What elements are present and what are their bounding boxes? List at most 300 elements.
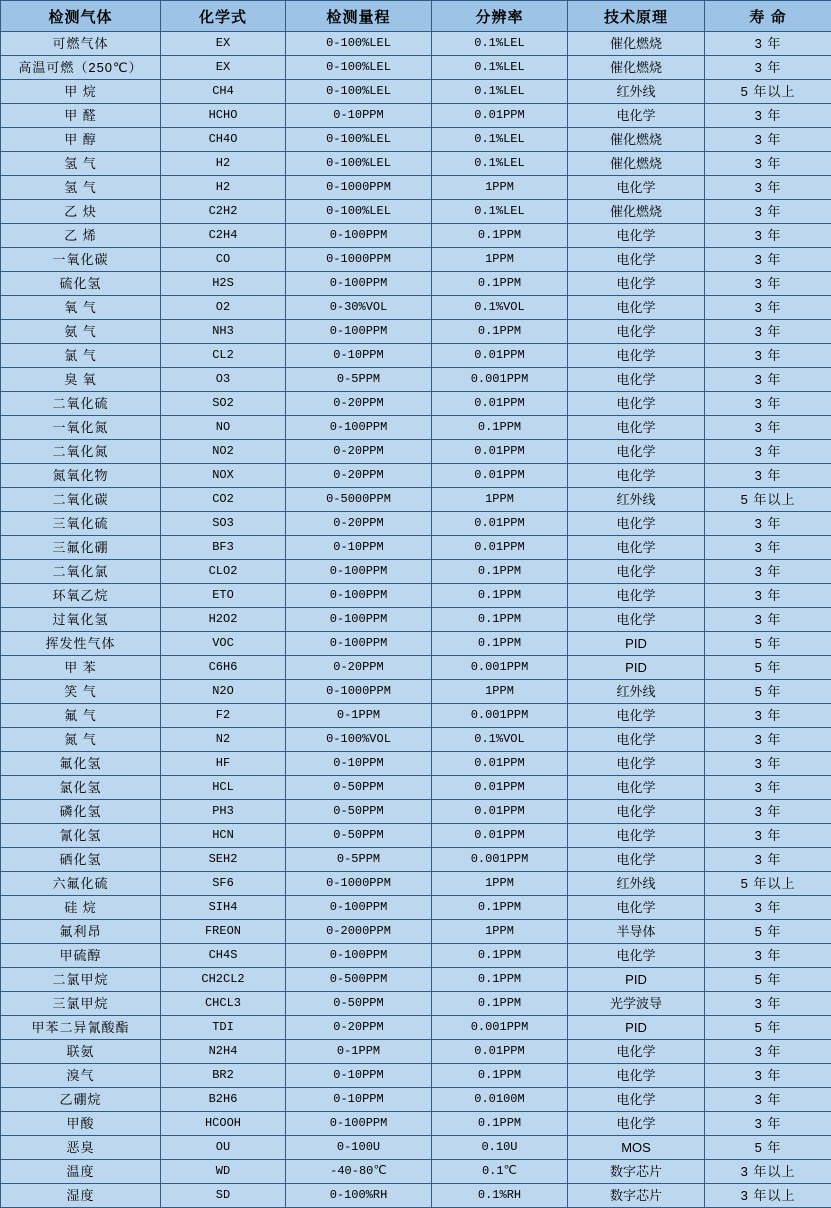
cell-technical-principle: 红外线 bbox=[568, 80, 705, 104]
cell-chemical-formula: HCL bbox=[161, 776, 286, 800]
cell-lifespan: 3 年 bbox=[705, 56, 831, 80]
cell-gas-name: 溴气 bbox=[1, 1064, 161, 1088]
table-row bbox=[1, 848, 831, 872]
table-row bbox=[1, 464, 831, 488]
cell-lifespan: 3 年 bbox=[705, 944, 831, 968]
cell-detection-range: 0-100PPM bbox=[286, 608, 432, 632]
cell-gas-name: 甲苯二异氰酸酯 bbox=[1, 1016, 161, 1040]
cell-gas-name: 二氧化氮 bbox=[1, 440, 161, 464]
table-row bbox=[1, 584, 831, 608]
cell-resolution: 0.01PPM bbox=[432, 464, 568, 488]
cell-chemical-formula: ETO bbox=[161, 584, 286, 608]
table-row bbox=[1, 1088, 831, 1112]
cell-resolution: 0.01PPM bbox=[432, 1040, 568, 1064]
cell-chemical-formula: CO2 bbox=[161, 488, 286, 512]
cell-resolution: 1PPM bbox=[432, 872, 568, 896]
cell-technical-principle: 电化学 bbox=[568, 752, 705, 776]
cell-gas-name: 氢 气 bbox=[1, 176, 161, 200]
cell-technical-principle: 电化学 bbox=[568, 1040, 705, 1064]
cell-lifespan: 5 年 bbox=[705, 680, 831, 704]
cell-resolution: 0.1PPM bbox=[432, 608, 568, 632]
table-row bbox=[1, 392, 831, 416]
cell-detection-range: 0-20PPM bbox=[286, 440, 432, 464]
cell-resolution: 1PPM bbox=[432, 920, 568, 944]
cell-gas-name: 氢 气 bbox=[1, 152, 161, 176]
cell-resolution: 0.01PPM bbox=[432, 800, 568, 824]
cell-chemical-formula: C2H2 bbox=[161, 200, 286, 224]
table-row bbox=[1, 560, 831, 584]
table-row bbox=[1, 1160, 831, 1184]
cell-gas-name: 一氧化氮 bbox=[1, 416, 161, 440]
table-row bbox=[1, 824, 831, 848]
cell-detection-range: 0-100PPM bbox=[286, 224, 432, 248]
cell-technical-principle: 电化学 bbox=[568, 800, 705, 824]
cell-lifespan: 5 年 bbox=[705, 920, 831, 944]
cell-lifespan: 3 年 bbox=[705, 1088, 831, 1112]
column-header-gas-name: 检测气体 bbox=[1, 1, 161, 32]
cell-gas-name: 一氧化碳 bbox=[1, 248, 161, 272]
cell-technical-principle: 电化学 bbox=[568, 368, 705, 392]
column-header-technical-principle: 技术原理 bbox=[568, 1, 705, 32]
cell-chemical-formula: NO2 bbox=[161, 440, 286, 464]
cell-detection-range: 0-100%LEL bbox=[286, 152, 432, 176]
cell-resolution: 0.1%VOL bbox=[432, 296, 568, 320]
cell-technical-principle: 电化学 bbox=[568, 1112, 705, 1136]
table-row bbox=[1, 944, 831, 968]
cell-resolution: 0.1%LEL bbox=[432, 32, 568, 56]
cell-technical-principle: 电化学 bbox=[568, 512, 705, 536]
cell-gas-name: 甲 醇 bbox=[1, 128, 161, 152]
cell-technical-principle: 催化燃烧 bbox=[568, 32, 705, 56]
cell-chemical-formula: NO bbox=[161, 416, 286, 440]
cell-resolution: 0.001PPM bbox=[432, 704, 568, 728]
cell-gas-name: 笑 气 bbox=[1, 680, 161, 704]
cell-technical-principle: 红外线 bbox=[568, 488, 705, 512]
cell-gas-name: 高温可燃（250℃） bbox=[1, 56, 161, 80]
cell-gas-name: 乙 炔 bbox=[1, 200, 161, 224]
column-header-chemical-formula: 化学式 bbox=[161, 1, 286, 32]
table-row bbox=[1, 320, 831, 344]
cell-resolution: 0.1PPM bbox=[432, 968, 568, 992]
table-row bbox=[1, 704, 831, 728]
cell-chemical-formula: H2S bbox=[161, 272, 286, 296]
table-row bbox=[1, 248, 831, 272]
cell-chemical-formula: SO2 bbox=[161, 392, 286, 416]
cell-detection-range: 0-100PPM bbox=[286, 944, 432, 968]
cell-detection-range: 0-500PPM bbox=[286, 968, 432, 992]
cell-gas-name: 湿度 bbox=[1, 1184, 161, 1208]
cell-resolution: 1PPM bbox=[432, 488, 568, 512]
cell-chemical-formula: SF6 bbox=[161, 872, 286, 896]
cell-detection-range: 0-100U bbox=[286, 1136, 432, 1160]
cell-technical-principle: MOS bbox=[568, 1136, 705, 1160]
cell-gas-name: 温度 bbox=[1, 1160, 161, 1184]
table-row bbox=[1, 224, 831, 248]
cell-detection-range: 0-50PPM bbox=[286, 992, 432, 1016]
cell-chemical-formula: CH2CL2 bbox=[161, 968, 286, 992]
cell-chemical-formula: NH3 bbox=[161, 320, 286, 344]
column-header-detection-range: 检测量程 bbox=[286, 1, 432, 32]
cell-gas-name: 磷化氢 bbox=[1, 800, 161, 824]
cell-resolution: 0.1%LEL bbox=[432, 152, 568, 176]
cell-gas-name: 氮氧化物 bbox=[1, 464, 161, 488]
cell-technical-principle: PID bbox=[568, 1016, 705, 1040]
cell-resolution: 0.001PPM bbox=[432, 656, 568, 680]
cell-gas-name: 甲硫醇 bbox=[1, 944, 161, 968]
cell-gas-name: 三氯甲烷 bbox=[1, 992, 161, 1016]
cell-chemical-formula: BF3 bbox=[161, 536, 286, 560]
cell-lifespan: 3 年 bbox=[705, 104, 831, 128]
cell-lifespan: 3 年 bbox=[705, 416, 831, 440]
cell-resolution: 0.01PPM bbox=[432, 344, 568, 368]
cell-gas-name: 乙硼烷 bbox=[1, 1088, 161, 1112]
cell-technical-principle: 电化学 bbox=[568, 536, 705, 560]
cell-resolution: 0.001PPM bbox=[432, 368, 568, 392]
cell-chemical-formula: N2O bbox=[161, 680, 286, 704]
cell-detection-range: 0-100%RH bbox=[286, 1184, 432, 1208]
cell-technical-principle: 电化学 bbox=[568, 944, 705, 968]
cell-detection-range: 0-10PPM bbox=[286, 1064, 432, 1088]
cell-lifespan: 5 年以上 bbox=[705, 80, 831, 104]
cell-detection-range: 0-30%VOL bbox=[286, 296, 432, 320]
cell-chemical-formula: CLO2 bbox=[161, 560, 286, 584]
cell-detection-range: 0-10PPM bbox=[286, 344, 432, 368]
table-row bbox=[1, 272, 831, 296]
cell-gas-name: 氨 气 bbox=[1, 320, 161, 344]
cell-lifespan: 3 年 bbox=[705, 848, 831, 872]
cell-gas-name: 可燃气体 bbox=[1, 32, 161, 56]
cell-resolution: 0.1%RH bbox=[432, 1184, 568, 1208]
cell-technical-principle: PID bbox=[568, 632, 705, 656]
table-row bbox=[1, 104, 831, 128]
table-row bbox=[1, 968, 831, 992]
cell-detection-range: 0-20PPM bbox=[286, 392, 432, 416]
cell-gas-name: 氧 气 bbox=[1, 296, 161, 320]
cell-chemical-formula: BR2 bbox=[161, 1064, 286, 1088]
cell-lifespan: 3 年 bbox=[705, 608, 831, 632]
cell-technical-principle: 电化学 bbox=[568, 776, 705, 800]
cell-technical-principle: 电化学 bbox=[568, 224, 705, 248]
cell-lifespan: 3 年以上 bbox=[705, 1160, 831, 1184]
cell-resolution: 0.1PPM bbox=[432, 320, 568, 344]
cell-resolution: 0.0100M bbox=[432, 1088, 568, 1112]
cell-chemical-formula: C6H6 bbox=[161, 656, 286, 680]
cell-resolution: 0.1%LEL bbox=[432, 56, 568, 80]
cell-detection-range: 0-100%LEL bbox=[286, 56, 432, 80]
cell-detection-range: 0-1000PPM bbox=[286, 872, 432, 896]
cell-chemical-formula: CH4O bbox=[161, 128, 286, 152]
table-row bbox=[1, 440, 831, 464]
cell-technical-principle: 电化学 bbox=[568, 416, 705, 440]
cell-chemical-formula: CL2 bbox=[161, 344, 286, 368]
cell-technical-principle: 电化学 bbox=[568, 824, 705, 848]
cell-detection-range: 0-50PPM bbox=[286, 824, 432, 848]
cell-lifespan: 3 年 bbox=[705, 464, 831, 488]
cell-gas-name: 甲 苯 bbox=[1, 656, 161, 680]
cell-technical-principle: 电化学 bbox=[568, 896, 705, 920]
cell-detection-range: 0-50PPM bbox=[286, 776, 432, 800]
table-row bbox=[1, 776, 831, 800]
cell-detection-range: 0-1000PPM bbox=[286, 176, 432, 200]
table-row bbox=[1, 992, 831, 1016]
table-row bbox=[1, 896, 831, 920]
cell-detection-range: 0-100PPM bbox=[286, 272, 432, 296]
cell-resolution: 0.01PPM bbox=[432, 776, 568, 800]
cell-lifespan: 3 年 bbox=[705, 896, 831, 920]
cell-chemical-formula: N2 bbox=[161, 728, 286, 752]
cell-technical-principle: 电化学 bbox=[568, 560, 705, 584]
cell-lifespan: 3 年 bbox=[705, 344, 831, 368]
cell-gas-name: 挥发性气体 bbox=[1, 632, 161, 656]
cell-chemical-formula: H2O2 bbox=[161, 608, 286, 632]
cell-chemical-formula: CO bbox=[161, 248, 286, 272]
cell-gas-name: 氯化氢 bbox=[1, 776, 161, 800]
cell-detection-range: 0-5000PPM bbox=[286, 488, 432, 512]
cell-chemical-formula: N2H4 bbox=[161, 1040, 286, 1064]
cell-resolution: 0.1%VOL bbox=[432, 728, 568, 752]
cell-technical-principle: 电化学 bbox=[568, 392, 705, 416]
cell-technical-principle: 红外线 bbox=[568, 680, 705, 704]
cell-lifespan: 3 年 bbox=[705, 200, 831, 224]
cell-lifespan: 3 年 bbox=[705, 368, 831, 392]
cell-chemical-formula: EX bbox=[161, 32, 286, 56]
table-body bbox=[1, 32, 831, 1208]
cell-chemical-formula: NOX bbox=[161, 464, 286, 488]
cell-detection-range: 0-10PPM bbox=[286, 1088, 432, 1112]
cell-lifespan: 3 年 bbox=[705, 296, 831, 320]
table-row bbox=[1, 1184, 831, 1208]
cell-chemical-formula: SEH2 bbox=[161, 848, 286, 872]
cell-lifespan: 3 年 bbox=[705, 1112, 831, 1136]
cell-chemical-formula: HCOOH bbox=[161, 1112, 286, 1136]
cell-lifespan: 3 年 bbox=[705, 320, 831, 344]
cell-resolution: 0.1PPM bbox=[432, 944, 568, 968]
table-row bbox=[1, 632, 831, 656]
cell-resolution: 0.1PPM bbox=[432, 560, 568, 584]
cell-lifespan: 3 年 bbox=[705, 704, 831, 728]
table-row bbox=[1, 536, 831, 560]
table-row bbox=[1, 296, 831, 320]
cell-resolution: 0.1PPM bbox=[432, 1112, 568, 1136]
cell-resolution: 1PPM bbox=[432, 680, 568, 704]
cell-resolution: 0.10U bbox=[432, 1136, 568, 1160]
cell-gas-name: 氟利昂 bbox=[1, 920, 161, 944]
table-row bbox=[1, 344, 831, 368]
cell-detection-range: 0-100%LEL bbox=[286, 80, 432, 104]
cell-detection-range: 0-20PPM bbox=[286, 656, 432, 680]
cell-detection-range: -40-80℃ bbox=[286, 1160, 432, 1184]
cell-resolution: 0.1PPM bbox=[432, 272, 568, 296]
cell-detection-range: 0-100%VOL bbox=[286, 728, 432, 752]
cell-gas-name: 三氟化硼 bbox=[1, 536, 161, 560]
cell-resolution: 0.1PPM bbox=[432, 416, 568, 440]
cell-gas-name: 甲酸 bbox=[1, 1112, 161, 1136]
cell-resolution: 1PPM bbox=[432, 176, 568, 200]
cell-gas-name: 二氯甲烷 bbox=[1, 968, 161, 992]
cell-chemical-formula: HCN bbox=[161, 824, 286, 848]
cell-gas-name: 二氧化氯 bbox=[1, 560, 161, 584]
cell-chemical-formula: FREON bbox=[161, 920, 286, 944]
cell-gas-name: 氯 气 bbox=[1, 344, 161, 368]
cell-chemical-formula: CH4S bbox=[161, 944, 286, 968]
cell-technical-principle: 电化学 bbox=[568, 176, 705, 200]
cell-chemical-formula: OU bbox=[161, 1136, 286, 1160]
cell-lifespan: 5 年以上 bbox=[705, 488, 831, 512]
cell-chemical-formula: B2H6 bbox=[161, 1088, 286, 1112]
column-header-lifespan: 寿 命 bbox=[705, 1, 831, 32]
cell-technical-principle: 催化燃烧 bbox=[568, 200, 705, 224]
cell-technical-principle: 电化学 bbox=[568, 320, 705, 344]
cell-chemical-formula: C2H4 bbox=[161, 224, 286, 248]
cell-resolution: 0.1PPM bbox=[432, 896, 568, 920]
cell-gas-name: 乙 烯 bbox=[1, 224, 161, 248]
table-row bbox=[1, 872, 831, 896]
cell-resolution: 0.01PPM bbox=[432, 512, 568, 536]
table-row bbox=[1, 128, 831, 152]
table-row bbox=[1, 512, 831, 536]
table-row bbox=[1, 152, 831, 176]
cell-chemical-formula: HCHO bbox=[161, 104, 286, 128]
cell-lifespan: 5 年 bbox=[705, 1136, 831, 1160]
cell-resolution: 0.1PPM bbox=[432, 224, 568, 248]
cell-gas-name: 二氧化硫 bbox=[1, 392, 161, 416]
cell-gas-name: 甲 烷 bbox=[1, 80, 161, 104]
cell-lifespan: 3 年 bbox=[705, 128, 831, 152]
cell-lifespan: 3 年 bbox=[705, 776, 831, 800]
table-row bbox=[1, 488, 831, 512]
cell-resolution: 0.01PPM bbox=[432, 440, 568, 464]
cell-chemical-formula: O3 bbox=[161, 368, 286, 392]
table-row bbox=[1, 1016, 831, 1040]
cell-detection-range: 0-100PPM bbox=[286, 320, 432, 344]
cell-gas-name: 环氧乙烷 bbox=[1, 584, 161, 608]
cell-resolution: 1PPM bbox=[432, 248, 568, 272]
cell-technical-principle: PID bbox=[568, 968, 705, 992]
cell-technical-principle: 光学波导 bbox=[568, 992, 705, 1016]
cell-detection-range: 0-100PPM bbox=[286, 632, 432, 656]
cell-technical-principle: 催化燃烧 bbox=[568, 56, 705, 80]
table-row bbox=[1, 1112, 831, 1136]
cell-resolution: 0.1%LEL bbox=[432, 200, 568, 224]
cell-detection-range: 0-5PPM bbox=[286, 848, 432, 872]
cell-lifespan: 3 年 bbox=[705, 584, 831, 608]
cell-lifespan: 3 年 bbox=[705, 536, 831, 560]
cell-chemical-formula: CH4 bbox=[161, 80, 286, 104]
cell-technical-principle: 电化学 bbox=[568, 608, 705, 632]
cell-gas-name: 三氧化硫 bbox=[1, 512, 161, 536]
cell-technical-principle: 电化学 bbox=[568, 704, 705, 728]
cell-technical-principle: 半导体 bbox=[568, 920, 705, 944]
cell-lifespan: 5 年 bbox=[705, 1016, 831, 1040]
cell-detection-range: 0-100%LEL bbox=[286, 200, 432, 224]
cell-detection-range: 0-1000PPM bbox=[286, 680, 432, 704]
cell-gas-name: 臭 氧 bbox=[1, 368, 161, 392]
cell-lifespan: 5 年 bbox=[705, 968, 831, 992]
cell-resolution: 0.1℃ bbox=[432, 1160, 568, 1184]
table-row bbox=[1, 728, 831, 752]
cell-chemical-formula: H2 bbox=[161, 152, 286, 176]
table-row bbox=[1, 32, 831, 56]
cell-lifespan: 3 年 bbox=[705, 272, 831, 296]
cell-chemical-formula: H2 bbox=[161, 176, 286, 200]
cell-lifespan: 5 年 bbox=[705, 632, 831, 656]
table-row bbox=[1, 608, 831, 632]
cell-chemical-formula: F2 bbox=[161, 704, 286, 728]
cell-gas-name: 硅 烷 bbox=[1, 896, 161, 920]
table-row bbox=[1, 1064, 831, 1088]
cell-detection-range: 0-100%LEL bbox=[286, 128, 432, 152]
cell-resolution: 0.1PPM bbox=[432, 992, 568, 1016]
cell-detection-range: 0-1PPM bbox=[286, 1040, 432, 1064]
cell-resolution: 0.1PPM bbox=[432, 632, 568, 656]
cell-technical-principle: 催化燃烧 bbox=[568, 128, 705, 152]
table-row bbox=[1, 80, 831, 104]
cell-chemical-formula: TDI bbox=[161, 1016, 286, 1040]
table-header bbox=[1, 1, 831, 32]
cell-technical-principle: 电化学 bbox=[568, 728, 705, 752]
cell-gas-name: 氟化氢 bbox=[1, 752, 161, 776]
cell-resolution: 0.01PPM bbox=[432, 392, 568, 416]
cell-technical-principle: 电化学 bbox=[568, 344, 705, 368]
cell-technical-principle: 红外线 bbox=[568, 872, 705, 896]
cell-detection-range: 0-100PPM bbox=[286, 1112, 432, 1136]
cell-technical-principle: 电化学 bbox=[568, 296, 705, 320]
cell-lifespan: 3 年 bbox=[705, 32, 831, 56]
cell-lifespan: 3 年 bbox=[705, 800, 831, 824]
cell-technical-principle: 数字芯片 bbox=[568, 1160, 705, 1184]
cell-chemical-formula: HF bbox=[161, 752, 286, 776]
cell-lifespan: 3 年 bbox=[705, 248, 831, 272]
table-row bbox=[1, 176, 831, 200]
cell-technical-principle: 电化学 bbox=[568, 1064, 705, 1088]
cell-resolution: 0.01PPM bbox=[432, 824, 568, 848]
cell-detection-range: 0-50PPM bbox=[286, 800, 432, 824]
cell-gas-name: 过氧化氢 bbox=[1, 608, 161, 632]
cell-gas-name: 硫化氢 bbox=[1, 272, 161, 296]
table-row bbox=[1, 368, 831, 392]
cell-lifespan: 3 年 bbox=[705, 440, 831, 464]
cell-technical-principle: 电化学 bbox=[568, 248, 705, 272]
table-row bbox=[1, 416, 831, 440]
cell-gas-name: 氟 气 bbox=[1, 704, 161, 728]
cell-detection-range: 0-100PPM bbox=[286, 584, 432, 608]
cell-resolution: 0.001PPM bbox=[432, 848, 568, 872]
cell-gas-name: 甲 醛 bbox=[1, 104, 161, 128]
cell-lifespan: 3 年 bbox=[705, 176, 831, 200]
cell-technical-principle: 电化学 bbox=[568, 584, 705, 608]
cell-chemical-formula: VOC bbox=[161, 632, 286, 656]
cell-technical-principle: PID bbox=[568, 656, 705, 680]
cell-detection-range: 0-100PPM bbox=[286, 896, 432, 920]
cell-resolution: 0.1PPM bbox=[432, 1064, 568, 1088]
header-row bbox=[1, 1, 831, 32]
cell-resolution: 0.01PPM bbox=[432, 752, 568, 776]
cell-technical-principle: 电化学 bbox=[568, 440, 705, 464]
cell-technical-principle: 电化学 bbox=[568, 1088, 705, 1112]
cell-chemical-formula: O2 bbox=[161, 296, 286, 320]
cell-detection-range: 0-1000PPM bbox=[286, 248, 432, 272]
cell-detection-range: 0-10PPM bbox=[286, 752, 432, 776]
cell-technical-principle: 数字芯片 bbox=[568, 1184, 705, 1208]
cell-detection-range: 0-1PPM bbox=[286, 704, 432, 728]
cell-chemical-formula: CHCL3 bbox=[161, 992, 286, 1016]
cell-resolution: 0.01PPM bbox=[432, 104, 568, 128]
cell-chemical-formula: SD bbox=[161, 1184, 286, 1208]
cell-technical-principle: 电化学 bbox=[568, 272, 705, 296]
cell-gas-name: 硒化氢 bbox=[1, 848, 161, 872]
cell-technical-principle: 催化燃烧 bbox=[568, 152, 705, 176]
cell-lifespan: 5 年以上 bbox=[705, 872, 831, 896]
